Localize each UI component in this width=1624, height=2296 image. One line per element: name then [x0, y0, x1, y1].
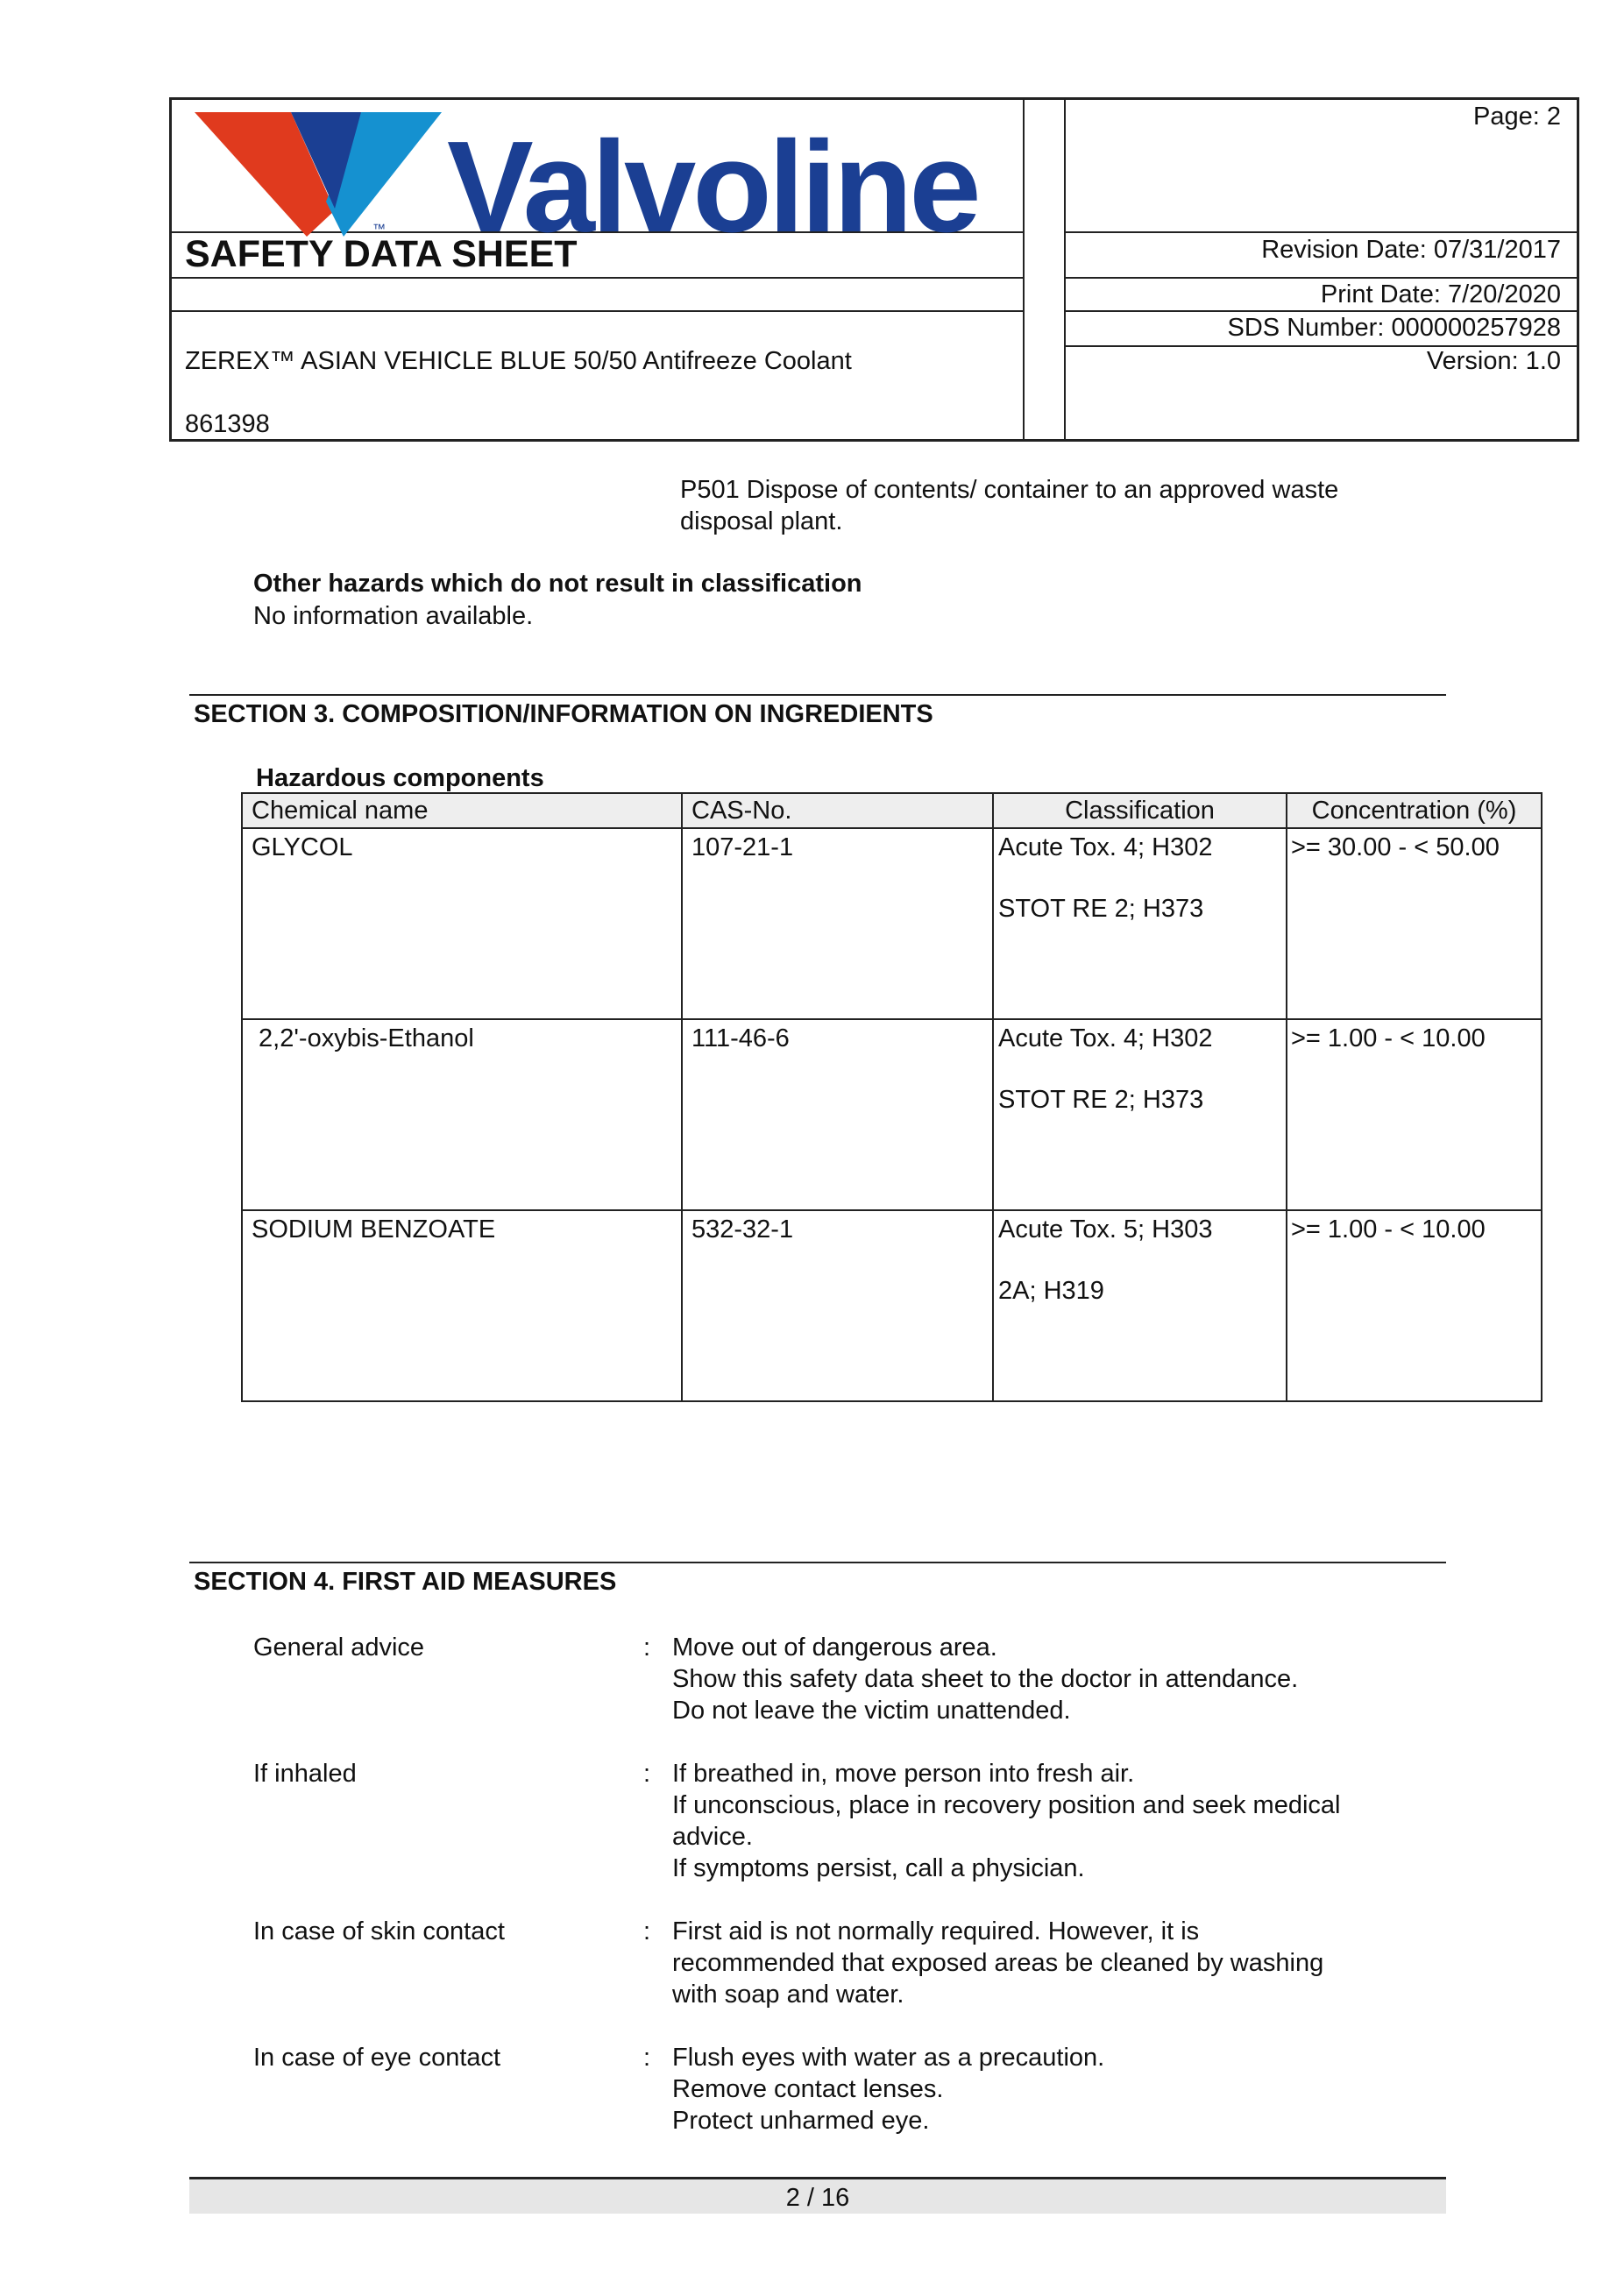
first-aid-text — [672, 1758, 1340, 1884]
first-aid-label: If inhaled — [253, 1760, 357, 1788]
chemical-name: 2,2'-oxybis-Ethanol — [242, 1019, 682, 1210]
header-rule — [1064, 277, 1577, 279]
first-aid-label: In case of eye contact — [253, 2044, 501, 2072]
valvoline-wordmark: Valvoline — [447, 115, 978, 259]
chemical-name: SODIUM BENZOATE — [242, 1210, 682, 1401]
first-aid-text — [672, 1632, 1298, 1726]
document-title: SAFETY DATA SHEET — [185, 233, 578, 275]
product-code: 861398 — [185, 410, 270, 438]
first-aid-text — [672, 2042, 1104, 2137]
hazardous-components-title: Hazardous components — [256, 764, 544, 792]
other-hazards-text: No information available. — [253, 602, 534, 630]
header-divider — [1023, 100, 1025, 439]
classification-line: 2A; H319 — [998, 1277, 1104, 1305]
precaution-p501: P501 Dispose of contents/ container to an approved waste — [680, 476, 1339, 504]
column-header: Concentration (%) — [1287, 793, 1542, 828]
first-aid-line: recommended that exposed areas be cleaned by washing — [672, 1949, 1324, 1977]
classification-line: STOT RE 2; H373 — [998, 895, 1204, 923]
first-aid-colon: : — [643, 1633, 651, 1662]
classification — [993, 1019, 1287, 1210]
precaution-p501-cont: disposal plant. — [680, 507, 843, 535]
table-row — [242, 828, 1542, 1019]
page-number: 2 / 16 — [785, 2184, 850, 2212]
header-divider — [1064, 100, 1066, 439]
header-rule — [1064, 310, 1577, 312]
sds-number: SDS Number: 000000257928 — [1227, 314, 1561, 342]
first-aid-line: If breathed in, move person into fresh air. — [672, 1760, 1135, 1788]
product-name: ZEREX™ ASIAN VEHICLE BLUE 50/50 Antifreeze Coolant — [185, 347, 852, 375]
first-aid-line: advice. — [672, 1823, 753, 1851]
concentration: >= 1.00 - < 10.00 — [1287, 1210, 1542, 1401]
column-header: Chemical name — [242, 793, 682, 828]
header-rule — [172, 277, 1023, 279]
first-aid-line: Flush eyes with water as a precaution. — [672, 2044, 1105, 2072]
section4-title: SECTION 4. FIRST AID MEASURES — [194, 1568, 617, 1596]
classification-line: Acute Tox. 4; H302 — [998, 833, 1213, 861]
chemical-name: GLYCOL — [242, 828, 682, 1019]
first-aid-line: If symptoms persist, call a physician. — [672, 1854, 1085, 1882]
hazardous-components-table — [241, 792, 1542, 1402]
section3-title: SECTION 3. COMPOSITION/INFORMATION ON INGREDIENTS — [194, 700, 933, 728]
classification-line: Acute Tox. 5; H303 — [998, 1215, 1213, 1244]
first-aid-label: In case of skin contact — [253, 1917, 505, 1945]
page-label: Page: 2 — [1473, 103, 1561, 131]
first-aid-line: Move out of dangerous area. — [672, 1633, 997, 1662]
classification — [993, 828, 1287, 1019]
table-row — [242, 1019, 1542, 1210]
header-rule — [1064, 231, 1577, 233]
first-aid-line: Protect unharmed eye. — [672, 2107, 930, 2135]
first-aid-line: Remove contact lenses. — [672, 2075, 944, 2103]
first-aid-colon: : — [643, 1917, 651, 1945]
document-header — [169, 97, 1579, 442]
print-date: Print Date: 7/20/2020 — [1320, 280, 1561, 308]
other-hazards-title: Other hazards which do not result in classification — [253, 570, 862, 598]
first-aid-text — [672, 1916, 1323, 2010]
section-rule — [189, 694, 1446, 696]
classification-line: Acute Tox. 4; H302 — [998, 1024, 1213, 1052]
revision-date: Revision Date: 07/31/2017 — [1261, 236, 1561, 264]
cas-number: 111-46-6 — [682, 1019, 993, 1210]
concentration: >= 30.00 - < 50.00 — [1287, 828, 1542, 1019]
first-aid-line: First aid is not normally required. However, it is — [672, 1917, 1200, 1945]
column-header: Classification — [993, 793, 1287, 828]
first-aid-line: Do not leave the victim unattended. — [672, 1697, 1071, 1725]
classification-line: STOT RE 2; H373 — [998, 1086, 1204, 1114]
page-footer — [189, 2177, 1446, 2214]
cas-number: 107-21-1 — [682, 828, 993, 1019]
first-aid-line: with soap and water. — [672, 1981, 904, 2009]
section-rule — [189, 1562, 1446, 1563]
first-aid-colon: : — [643, 1760, 651, 1788]
svg-text:™: ™ — [372, 222, 386, 237]
first-aid-line: Show this safety data sheet to the doctor in attendance. — [672, 1665, 1299, 1693]
concentration: >= 1.00 - < 10.00 — [1287, 1019, 1542, 1210]
first-aid-label: General advice — [253, 1633, 425, 1662]
classification — [993, 1210, 1287, 1401]
version: Version: 1.0 — [1426, 347, 1561, 375]
first-aid-line: If unconscious, place in recovery position and seek medical — [672, 1791, 1341, 1819]
table-header-row — [242, 793, 1542, 828]
cas-number: 532-32-1 — [682, 1210, 993, 1401]
table-row — [242, 1210, 1542, 1401]
first-aid-colon: : — [643, 2044, 651, 2072]
header-rule — [172, 310, 1023, 312]
column-header: CAS-No. — [682, 793, 993, 828]
